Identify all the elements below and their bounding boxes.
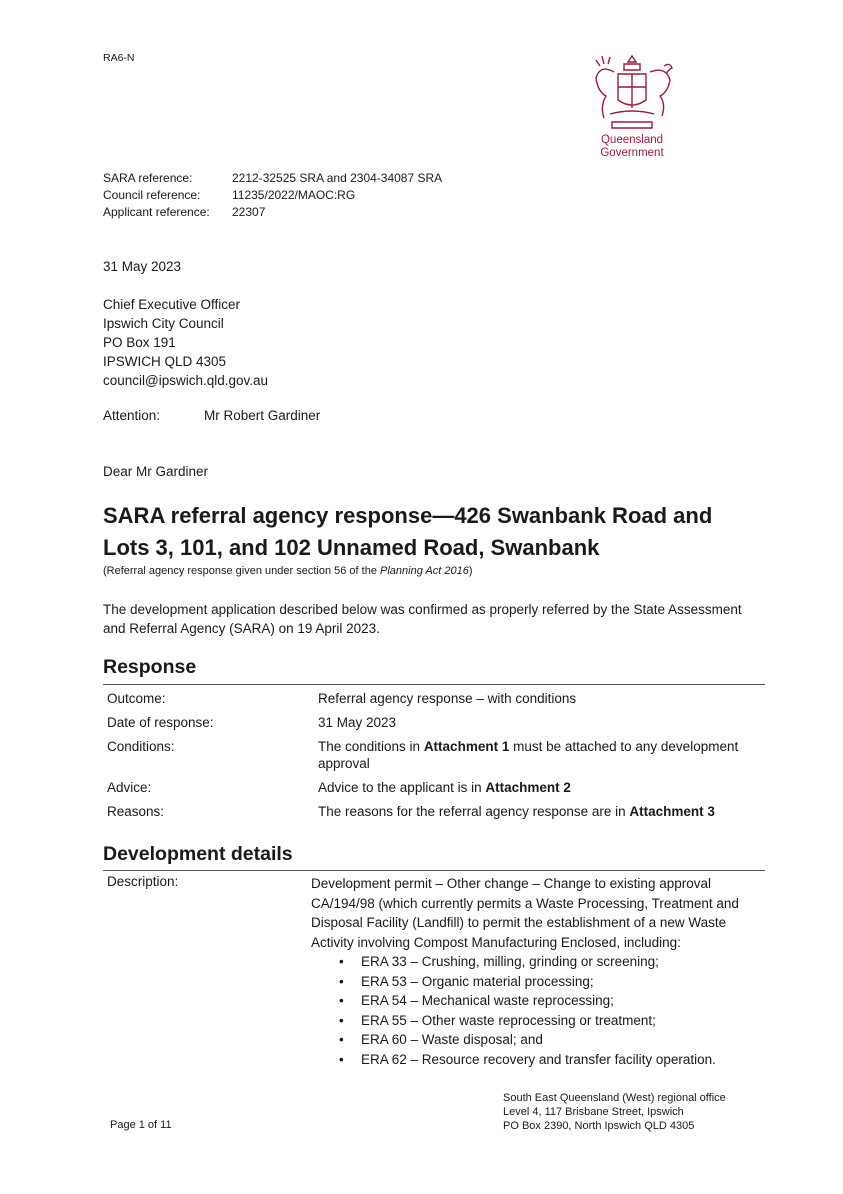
response-row-conditions — [103, 738, 765, 772]
address-line: Ipswich City Council — [103, 316, 224, 331]
council-reference-value: 11235/2022/MAOC:RG — [232, 188, 356, 202]
council-reference-label: Council reference: — [103, 188, 201, 202]
response-label: Conditions: — [107, 739, 175, 754]
intro-paragraph: The development application described below was confirmed as properly referred by the State Assessment and Referral Agency (SARA) on 19 April 2023. — [103, 602, 742, 636]
response-row-advice — [103, 779, 765, 796]
letter-title: SARA referral agency response—426 Swanbank Road and Lots 3, 101, and 102 Unnamed Road, Swanbank — [103, 503, 713, 560]
response-row-outcome — [103, 690, 765, 707]
list-item: • ERA 54 – Mechanical waste reprocessing; — [361, 991, 761, 1011]
sara-reference-value: 2212-32525 SRA and 2304-34087 SRA — [232, 171, 443, 185]
response-heading: Response — [103, 656, 197, 678]
applicant-reference-value: 22307 — [232, 205, 266, 219]
response-divider — [103, 684, 765, 685]
applicant-reference-row — [103, 204, 442, 221]
description-value — [311, 874, 761, 1069]
references-block — [103, 170, 442, 221]
footer-line: South East Queensland (West) regional office — [503, 1092, 726, 1104]
development-table — [103, 874, 765, 1069]
footer-line: Level 4, 117 Brisbane Street, Ipswich — [503, 1106, 684, 1118]
footer-line: PO Box 2390, North Ipswich QLD 4305 — [503, 1120, 695, 1132]
response-value: 31 May 2023 — [318, 715, 397, 730]
response-value: Referral agency response – with conditions — [318, 691, 577, 706]
address-line: IPSWICH QLD 4305 — [103, 354, 227, 369]
attention-line — [103, 408, 320, 423]
era-list — [311, 952, 761, 1069]
sara-reference-label: SARA reference: — [103, 171, 193, 185]
list-item: • ERA 62 – Resource recovery and transfer facility operation. — [361, 1050, 761, 1070]
attention-label: Attention: — [103, 408, 161, 423]
response-value: Advice to the applicant is in Attachment 2 — [318, 780, 571, 795]
sara-reference-row — [103, 170, 442, 187]
address-line: PO Box 191 — [103, 335, 176, 350]
development-row-description — [103, 874, 765, 1069]
subtitle-act: Planning Act 2016 — [380, 565, 469, 577]
subtitle-prefix: (Referral agency response given under section 56 of the — [103, 565, 380, 577]
list-item: • ERA 60 – Waste disposal; and — [361, 1030, 761, 1050]
letter-subtitle — [103, 565, 473, 577]
logo-queensland: Queensland — [600, 134, 664, 146]
development-divider — [103, 870, 765, 871]
document-code: RA6-N — [103, 52, 135, 64]
response-value: The reasons for the referral agency response are in Attachment 3 — [318, 804, 715, 819]
response-label: Date of response: — [107, 715, 214, 730]
development-details-heading: Development details — [103, 843, 293, 865]
response-value: The conditions in Attachment 1 must be attached to any development approval — [318, 739, 739, 771]
list-item: • ERA 33 – Crushing, milling, grinding or screening; — [361, 952, 761, 972]
response-row-date — [103, 714, 765, 731]
description-label: Description: — [107, 874, 179, 889]
email-link[interactable]: council@ipswich.qld.gov.au — [103, 373, 269, 388]
response-label: Outcome: — [107, 691, 166, 706]
applicant-reference-label: Applicant reference: — [103, 205, 210, 219]
description-text: Development permit – Other change – Change to existing approval CA/194/98 (which currently permits a Waste Processing, Treatment and Disposal Facility (Landfill) to permit the establishment of a new Waste Activity involving Compost Manufacturing Enclosed, including: — [311, 876, 739, 950]
address-line: Chief Executive Officer — [103, 297, 241, 312]
salutation: Dear Mr Gardiner — [103, 464, 209, 479]
response-label: Reasons: — [107, 804, 165, 819]
office-footer — [503, 1091, 726, 1133]
recipient-address — [103, 295, 268, 390]
list-item: • ERA 53 – Organic material processing; — [361, 972, 761, 992]
subtitle-suffix: ) — [468, 565, 473, 577]
page-number: Page 1 of 11 — [110, 1119, 172, 1131]
attention-value: Mr Robert Gardiner — [204, 408, 321, 423]
response-table — [103, 690, 765, 827]
response-label: Advice: — [107, 780, 152, 795]
letter-date: 31 May 2023 — [103, 259, 182, 274]
response-row-reasons — [103, 803, 765, 820]
council-reference-row — [103, 187, 442, 204]
queensland-government-logo — [582, 52, 682, 160]
logo-government: Government — [600, 147, 664, 159]
coat-of-arms-icon — [586, 52, 678, 134]
list-item: • ERA 55 – Other waste reprocessing or treatment; — [361, 1011, 761, 1031]
